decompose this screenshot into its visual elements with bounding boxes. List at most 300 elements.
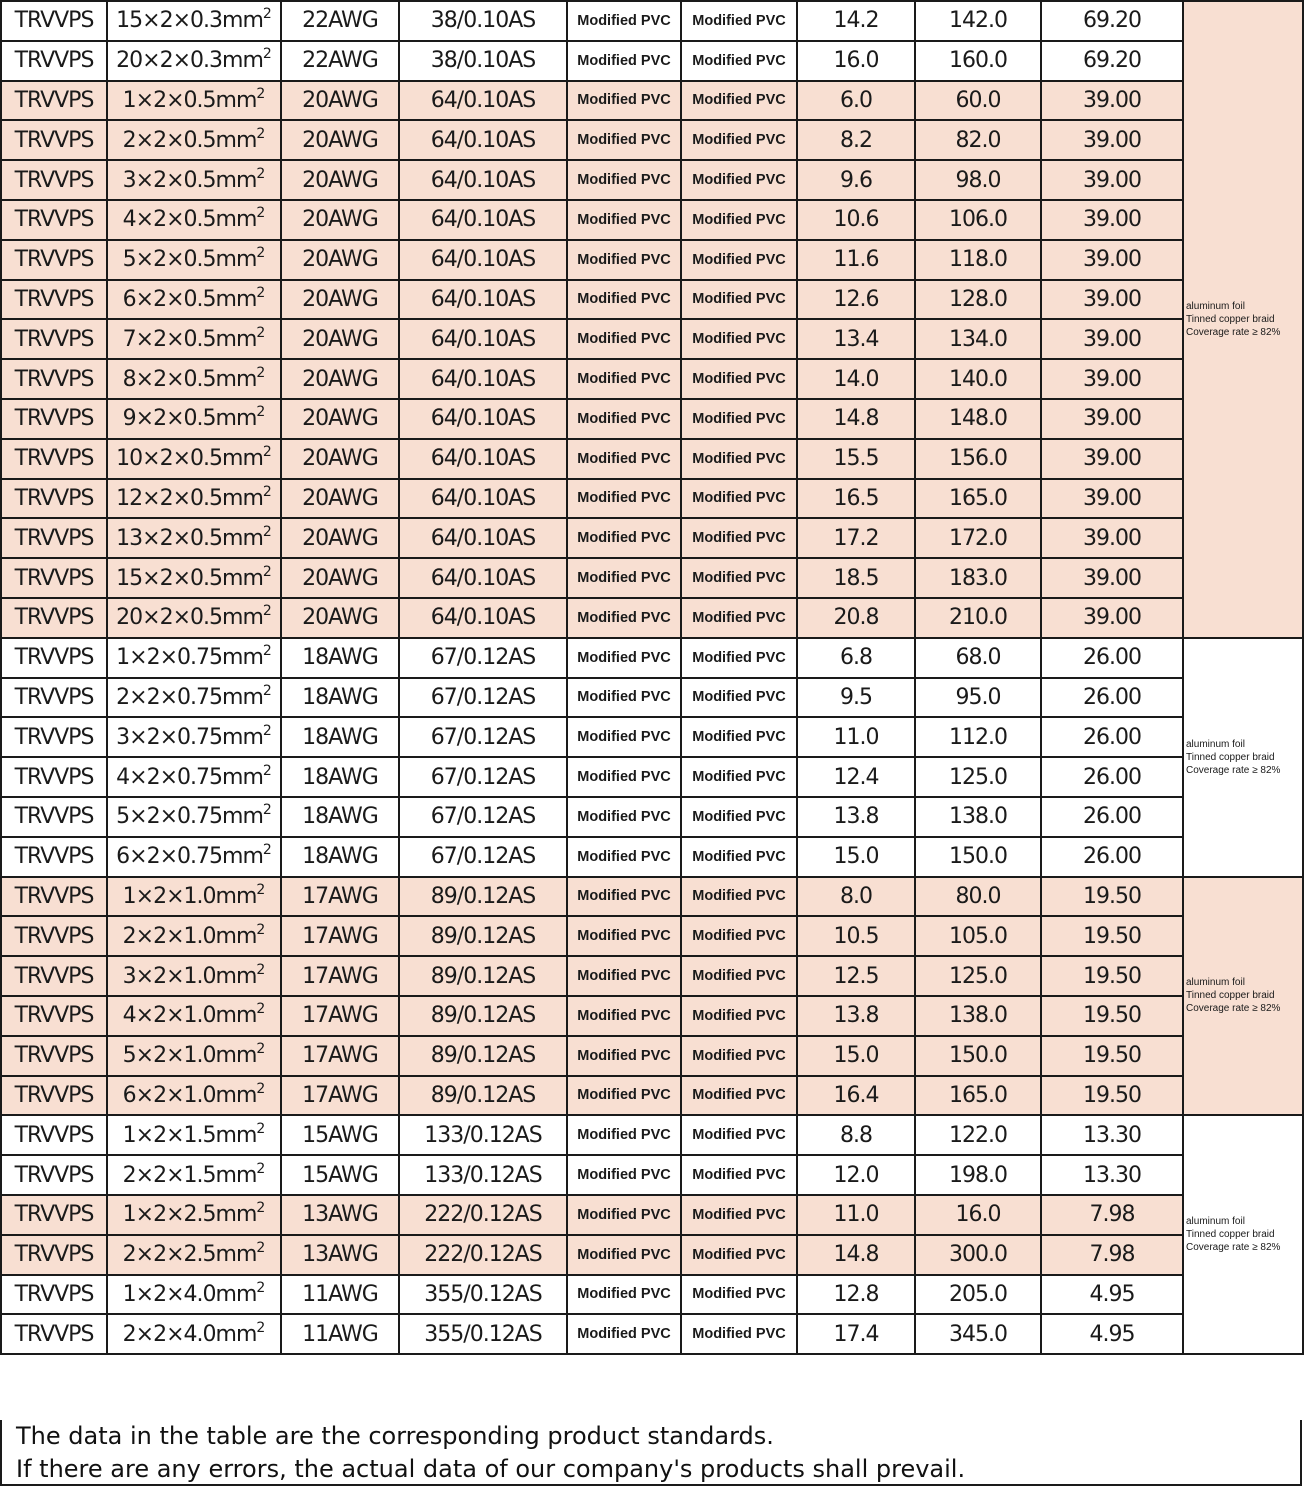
cell-resistance-text: 26.00 — [1083, 804, 1141, 830]
cell-weight-text: 148.0 — [949, 406, 1007, 432]
cell-awg — [281, 837, 399, 877]
cell-outer-diameter-text: 20.8 — [833, 605, 879, 631]
cell-spec — [107, 1, 281, 41]
cell-spec-text: 5×2×1.0mm — [122, 1043, 257, 1069]
cell-model-text: TRVVPS — [14, 8, 94, 34]
cell-outer-diameter-text: 6.0 — [840, 87, 872, 113]
cell-spec-text: 9×2×0.5mm — [122, 406, 257, 432]
cell-spec-text: 2×2×0.75mm — [116, 684, 263, 710]
cell-model-text: TRVVPS — [14, 764, 94, 790]
cell-sheath — [681, 160, 797, 200]
cell-spec — [107, 319, 281, 359]
cell-outer-diameter — [797, 518, 915, 558]
cell-insulation — [567, 120, 681, 160]
cell-outer-diameter — [797, 837, 915, 877]
table-body — [1, 1, 1303, 1354]
cell-conductor — [399, 1314, 567, 1354]
cell-outer-diameter-text: 18.5 — [833, 565, 879, 591]
cell-awg — [281, 1275, 399, 1315]
cell-outer-diameter — [797, 717, 915, 757]
cell-weight — [915, 996, 1041, 1036]
cell-conductor-text: 38/0.10AS — [430, 8, 536, 34]
cell-awg-text: 20AWG — [302, 286, 378, 312]
cell-awg-text: 18AWG — [302, 684, 378, 710]
cell-awg — [281, 956, 399, 996]
cell-outer-diameter — [797, 1036, 915, 1076]
cell-awg — [281, 797, 399, 837]
cell-spec-text: 2×2×2.5mm — [122, 1242, 257, 1268]
cell-resistance-text: 39.00 — [1083, 366, 1141, 392]
cell-sheath — [681, 996, 797, 1036]
unit-superscript: 2 — [256, 1080, 266, 1097]
cell-sheath — [681, 1235, 797, 1275]
cell-insulation-text: Modified PVC — [577, 1206, 671, 1223]
cell-insulation — [567, 479, 681, 519]
cell-resistance-text: 39.00 — [1083, 406, 1141, 432]
cell-spec-text: 2×2×0.5mm — [122, 127, 257, 153]
cell-insulation — [567, 160, 681, 200]
cell-conductor — [399, 280, 567, 320]
cell-outer-diameter — [797, 41, 915, 81]
cell-insulation — [567, 558, 681, 598]
cell-conductor — [399, 916, 567, 956]
cell-outer-diameter-text: 11.0 — [833, 1202, 879, 1228]
cell-insulation — [567, 1076, 681, 1116]
cell-conductor — [399, 996, 567, 1036]
cell-resistance-text: 39.00 — [1083, 167, 1141, 193]
cell-spec — [107, 1076, 281, 1116]
cell-spec — [107, 280, 281, 320]
cell-model-text: TRVVPS — [14, 1202, 94, 1228]
cell-resistance — [1041, 280, 1183, 320]
unit-superscript: 2 — [256, 404, 266, 421]
cell-weight-text: 300.0 — [949, 1242, 1007, 1268]
cell-conductor — [399, 598, 567, 638]
cell-spec-text: 15×2×0.3mm — [116, 8, 263, 34]
cell-outer-diameter-text: 12.6 — [833, 286, 879, 312]
cell-conductor-text: 355/0.12AS — [424, 1281, 542, 1307]
cell-model-text: TRVVPS — [14, 883, 94, 909]
cell-insulation — [567, 956, 681, 996]
cell-insulation-text: Modified PVC — [577, 729, 671, 746]
cell-weight — [915, 717, 1041, 757]
cell-spec-text: 4×2×1.0mm — [122, 1003, 257, 1029]
cell-awg — [281, 877, 399, 917]
cell-conductor-text: 67/0.12AS — [430, 804, 536, 830]
cell-weight — [915, 439, 1041, 479]
cell-insulation-text: Modified PVC — [577, 331, 671, 348]
cell-insulation-text: Modified PVC — [577, 968, 671, 985]
cell-spec-text: 1×2×0.75mm — [116, 645, 263, 671]
cell-conductor-text: 67/0.12AS — [430, 724, 536, 750]
unit-superscript: 2 — [256, 165, 266, 182]
cell-conductor — [399, 1036, 567, 1076]
cell-model — [1, 1195, 107, 1235]
cell-awg — [281, 916, 399, 956]
cell-outer-diameter — [797, 678, 915, 718]
cell-outer-diameter-text: 11.6 — [833, 247, 879, 273]
shielding-line: Coverage rate ≥ 82% — [1186, 1242, 1281, 1254]
cell-resistance-text: 39.00 — [1083, 605, 1141, 631]
table-row — [1, 160, 1303, 200]
cell-sheath — [681, 1195, 797, 1235]
cell-weight-text: 118.0 — [949, 247, 1007, 273]
unit-superscript: 2 — [262, 802, 272, 819]
unit-superscript: 2 — [256, 1001, 266, 1018]
cell-spec — [107, 797, 281, 837]
cell-insulation — [567, 240, 681, 280]
cell-awg — [281, 558, 399, 598]
cell-conductor — [399, 638, 567, 678]
unit-superscript: 2 — [256, 1041, 266, 1058]
cell-outer-diameter — [797, 598, 915, 638]
cell-spec — [107, 1115, 281, 1155]
cell-insulation — [567, 1115, 681, 1155]
cell-awg — [281, 1076, 399, 1116]
cell-awg-text: 17AWG — [302, 1003, 378, 1029]
cell-outer-diameter-text: 12.4 — [833, 764, 879, 790]
cell-weight-text: 165.0 — [949, 1082, 1007, 1108]
cell-conductor-text: 64/0.10AS — [430, 366, 536, 392]
cell-insulation-text: Modified PVC — [577, 1246, 671, 1263]
cell-conductor — [399, 1, 567, 41]
table-row — [1, 1195, 1303, 1235]
cell-resistance — [1041, 200, 1183, 240]
table-row — [1, 916, 1303, 956]
cell-resistance-text: 19.50 — [1083, 1003, 1141, 1029]
cell-model — [1, 956, 107, 996]
cell-weight — [915, 638, 1041, 678]
cell-awg-text: 18AWG — [302, 645, 378, 671]
cell-outer-diameter-text: 8.8 — [840, 1122, 872, 1148]
table-row — [1, 1115, 1303, 1155]
table-row — [1, 479, 1303, 519]
cell-sheath-text: Modified PVC — [692, 490, 786, 507]
cell-conductor-text: 222/0.12AS — [424, 1202, 542, 1228]
cell-resistance — [1041, 1, 1183, 41]
cell-resistance-text: 39.00 — [1083, 525, 1141, 551]
cell-awg-text: 20AWG — [302, 525, 378, 551]
cell-sheath-text: Modified PVC — [692, 689, 786, 706]
cell-sheath-text: Modified PVC — [692, 888, 786, 905]
unit-superscript: 2 — [256, 881, 266, 898]
table-row — [1, 1076, 1303, 1116]
cell-model-text: TRVVPS — [14, 684, 94, 710]
cell-spec — [107, 1155, 281, 1195]
footnote-line-2: If there are any errors, the actual data of our company's products shall prevail. — [16, 1455, 966, 1483]
cell-resistance — [1041, 598, 1183, 638]
table-row — [1, 638, 1303, 678]
cell-resistance — [1041, 479, 1183, 519]
cell-conductor-text: 89/0.12AS — [430, 1003, 536, 1029]
cell-awg-text: 15AWG — [302, 1122, 378, 1148]
cell-outer-diameter — [797, 399, 915, 439]
cell-insulation-text: Modified PVC — [577, 1007, 671, 1024]
cell-conductor-text: 64/0.10AS — [430, 525, 536, 551]
cell-conductor-text: 64/0.10AS — [430, 605, 536, 631]
cell-sheath — [681, 598, 797, 638]
cell-conductor-text: 64/0.10AS — [430, 127, 536, 153]
cell-weight-text: 128.0 — [949, 286, 1007, 312]
cell-outer-diameter — [797, 240, 915, 280]
cell-sheath — [681, 1275, 797, 1315]
cell-sheath-text: Modified PVC — [692, 1087, 786, 1104]
cell-weight — [915, 280, 1041, 320]
cell-conductor — [399, 678, 567, 718]
cell-spec — [107, 837, 281, 877]
unit-superscript: 2 — [256, 284, 266, 301]
cell-model — [1, 757, 107, 797]
unit-superscript: 2 — [262, 483, 272, 500]
cell-resistance — [1041, 240, 1183, 280]
cell-sheath — [681, 518, 797, 558]
cell-resistance — [1041, 81, 1183, 121]
cell-insulation — [567, 877, 681, 917]
cell-insulation — [567, 1235, 681, 1275]
cell-resistance — [1041, 319, 1183, 359]
cell-weight-text: 68.0 — [955, 645, 1001, 671]
cell-weight — [915, 1275, 1041, 1315]
cell-model — [1, 1314, 107, 1354]
cell-spec-text: 6×2×0.75mm — [116, 844, 263, 870]
cell-resistance-text: 13.30 — [1083, 1162, 1141, 1188]
cell-weight — [915, 956, 1041, 996]
cell-insulation — [567, 837, 681, 877]
cell-insulation-text: Modified PVC — [577, 689, 671, 706]
cell-insulation-text: Modified PVC — [577, 1047, 671, 1064]
cell-spec — [107, 757, 281, 797]
cell-awg-text: 20AWG — [302, 87, 378, 113]
cell-model-text: TRVVPS — [14, 923, 94, 949]
cell-outer-diameter — [797, 1, 915, 41]
cell-weight-text: 345.0 — [949, 1321, 1007, 1347]
cell-insulation-text: Modified PVC — [577, 251, 671, 268]
cell-conductor-text: 222/0.12AS — [424, 1242, 542, 1268]
cell-sheath-text: Modified PVC — [692, 251, 786, 268]
cell-spec — [107, 240, 281, 280]
cell-sheath — [681, 399, 797, 439]
unit-superscript: 2 — [256, 1279, 266, 1296]
cell-spec-text: 2×2×1.5mm — [122, 1162, 257, 1188]
cell-conductor-text: 133/0.12AS — [424, 1122, 542, 1148]
shielding-line: Tinned copper braid — [1186, 313, 1275, 325]
cell-outer-diameter-text: 10.5 — [833, 923, 879, 949]
cell-resistance-text: 39.00 — [1083, 286, 1141, 312]
unit-superscript: 2 — [256, 245, 266, 262]
cell-resistance-text: 39.00 — [1083, 127, 1141, 153]
cell-outer-diameter-text: 8.2 — [840, 127, 872, 153]
cell-resistance — [1041, 837, 1183, 877]
cell-awg-text: 17AWG — [302, 1043, 378, 1069]
cell-conductor-text: 64/0.10AS — [430, 207, 536, 233]
cell-conductor — [399, 359, 567, 399]
cell-insulation — [567, 200, 681, 240]
table-row — [1, 717, 1303, 757]
unit-superscript: 2 — [256, 324, 266, 341]
cell-insulation-text: Modified PVC — [577, 410, 671, 427]
cell-sheath — [681, 956, 797, 996]
cell-insulation — [567, 41, 681, 81]
cell-spec — [107, 1275, 281, 1315]
cell-model — [1, 996, 107, 1036]
cell-awg — [281, 479, 399, 519]
cell-weight-text: 80.0 — [955, 883, 1001, 909]
cell-model-text: TRVVPS — [14, 1281, 94, 1307]
cell-model — [1, 479, 107, 519]
cell-conductor — [399, 717, 567, 757]
cell-model-text: TRVVPS — [14, 247, 94, 273]
cell-conductor — [399, 41, 567, 81]
cell-sheath-text: Modified PVC — [692, 1326, 786, 1343]
cell-insulation — [567, 1036, 681, 1076]
cell-insulation-text: Modified PVC — [577, 92, 671, 109]
cell-spec-text: 3×2×0.5mm — [122, 167, 257, 193]
cell-weight — [915, 678, 1041, 718]
cell-sheath-text: Modified PVC — [692, 12, 786, 29]
cell-insulation-text: Modified PVC — [577, 371, 671, 388]
cell-resistance — [1041, 558, 1183, 598]
cell-weight — [915, 518, 1041, 558]
cell-conductor-text: 64/0.10AS — [430, 286, 536, 312]
cell-weight — [915, 81, 1041, 121]
cell-insulation — [567, 1, 681, 41]
table-row — [1, 877, 1303, 917]
cell-awg — [281, 717, 399, 757]
cell-conductor-text: 64/0.10AS — [430, 406, 536, 432]
table-row — [1, 439, 1303, 479]
cell-sheath — [681, 280, 797, 320]
cell-model — [1, 1275, 107, 1315]
cell-model — [1, 240, 107, 280]
cell-conductor-text: 67/0.12AS — [430, 764, 536, 790]
cell-insulation — [567, 916, 681, 956]
cell-weight-text: 210.0 — [949, 605, 1007, 631]
cell-outer-diameter-text: 11.0 — [833, 724, 879, 750]
cell-conductor — [399, 1275, 567, 1315]
cell-model — [1, 1, 107, 41]
cell-spec — [107, 200, 281, 240]
cell-conductor — [399, 319, 567, 359]
cell-weight-text: 82.0 — [955, 127, 1001, 153]
cell-insulation — [567, 638, 681, 678]
cell-spec — [107, 638, 281, 678]
cell-weight — [915, 1155, 1041, 1195]
cell-weight — [915, 1314, 1041, 1354]
cell-weight-text: 105.0 — [949, 923, 1007, 949]
cell-conductor-text: 64/0.10AS — [430, 565, 536, 591]
cell-awg — [281, 996, 399, 1036]
cell-outer-diameter — [797, 638, 915, 678]
shielding-line: aluminum foil — [1186, 977, 1245, 989]
cell-spec — [107, 1314, 281, 1354]
cell-model — [1, 916, 107, 956]
cell-sheath-text: Modified PVC — [692, 52, 786, 69]
shielding-line: Coverage rate ≥ 82% — [1186, 1003, 1281, 1015]
cell-weight — [915, 797, 1041, 837]
cell-outer-diameter-text: 16.5 — [833, 485, 879, 511]
cell-resistance-text: 19.50 — [1083, 923, 1141, 949]
cell-weight — [915, 598, 1041, 638]
cell-sheath-text: Modified PVC — [692, 570, 786, 587]
cell-resistance-text: 69.20 — [1083, 8, 1141, 34]
cell-outer-diameter-text: 12.8 — [833, 1281, 879, 1307]
cell-spec-text: 6×2×0.5mm — [122, 286, 257, 312]
cell-resistance-text: 39.00 — [1083, 207, 1141, 233]
cell-conductor — [399, 120, 567, 160]
cell-conductor — [399, 518, 567, 558]
cell-weight — [915, 1235, 1041, 1275]
cell-sheath-text: Modified PVC — [692, 1047, 786, 1064]
table-row — [1, 81, 1303, 121]
cell-spec — [107, 518, 281, 558]
cell-model-text: TRVVPS — [14, 167, 94, 193]
cell-outer-diameter — [797, 359, 915, 399]
cell-weight-text: 142.0 — [949, 8, 1007, 34]
cell-model-text: TRVVPS — [14, 326, 94, 352]
cell-spec-text: 3×2×0.75mm — [116, 724, 263, 750]
cell-weight-text: 205.0 — [949, 1281, 1007, 1307]
cell-awg-text: 17AWG — [302, 923, 378, 949]
cell-conductor — [399, 1195, 567, 1235]
cell-insulation — [567, 518, 681, 558]
cell-insulation — [567, 319, 681, 359]
cell-insulation-text: Modified PVC — [577, 12, 671, 29]
cell-awg-text: 18AWG — [302, 804, 378, 830]
cell-conductor — [399, 240, 567, 280]
cell-resistance-text: 26.00 — [1083, 645, 1141, 671]
cell-model-text: TRVVPS — [14, 804, 94, 830]
cell-awg-text: 22AWG — [302, 48, 378, 74]
cell-conductor — [399, 479, 567, 519]
cell-resistance — [1041, 359, 1183, 399]
cell-sheath-text: Modified PVC — [692, 609, 786, 626]
cell-sheath-text: Modified PVC — [692, 808, 786, 825]
cell-resistance — [1041, 916, 1183, 956]
cell-outer-diameter — [797, 439, 915, 479]
cell-sheath-text: Modified PVC — [692, 92, 786, 109]
cell-weight-text: 125.0 — [949, 764, 1007, 790]
cell-sheath-text: Modified PVC — [692, 450, 786, 467]
cell-weight-text: 125.0 — [949, 963, 1007, 989]
cell-awg — [281, 1155, 399, 1195]
cell-resistance — [1041, 678, 1183, 718]
cell-spec — [107, 996, 281, 1036]
cell-conductor — [399, 757, 567, 797]
cell-spec — [107, 678, 281, 718]
cell-conductor — [399, 1155, 567, 1195]
cell-conductor-text: 355/0.12AS — [424, 1321, 542, 1347]
shielding-line: aluminum foil — [1186, 738, 1245, 750]
cell-awg-text: 18AWG — [302, 724, 378, 750]
cell-sheath-text: Modified PVC — [692, 132, 786, 149]
cell-conductor — [399, 200, 567, 240]
cell-sheath-text: Modified PVC — [692, 729, 786, 746]
cell-outer-diameter — [797, 1115, 915, 1155]
cell-outer-diameter-text: 17.2 — [833, 525, 879, 551]
cell-sheath-text: Modified PVC — [692, 1246, 786, 1263]
cell-model-text: TRVVPS — [14, 1082, 94, 1108]
cell-outer-diameter-text: 16.0 — [833, 48, 879, 74]
cell-outer-diameter — [797, 1275, 915, 1315]
cell-outer-diameter — [797, 479, 915, 519]
cell-resistance-text: 26.00 — [1083, 764, 1141, 790]
cell-shielding — [1183, 638, 1303, 877]
cell-spec-text: 1×2×1.0mm — [122, 883, 257, 909]
cell-resistance — [1041, 797, 1183, 837]
cell-weight — [915, 837, 1041, 877]
unit-superscript: 2 — [256, 85, 266, 102]
cell-insulation-text: Modified PVC — [577, 172, 671, 189]
